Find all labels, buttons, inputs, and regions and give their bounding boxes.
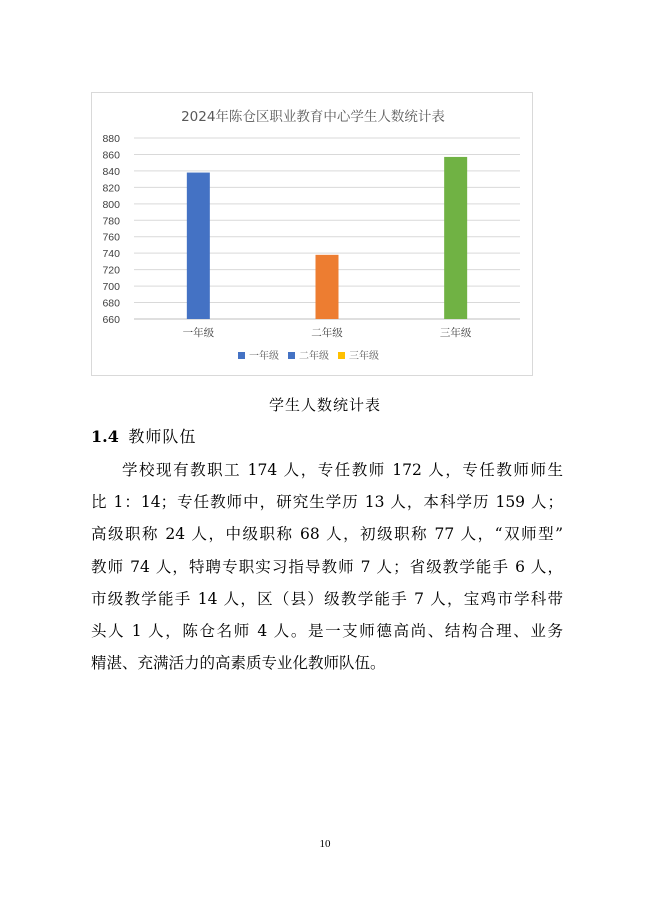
section-number: 1.4 <box>91 427 119 446</box>
x-tick-label: 二年级 <box>311 327 343 339</box>
y-tick-label: 660 <box>102 314 120 326</box>
section-heading <box>91 424 196 447</box>
bar <box>187 173 210 319</box>
bar-chart <box>92 93 534 377</box>
y-tick-label: 700 <box>102 281 120 294</box>
y-tick-label: 760 <box>102 231 120 244</box>
y-tick-label: 740 <box>102 248 120 261</box>
paragraph-line: 教师 74 人，特聘专职实习指导教师 7 人；省级教学能手 6 人， <box>91 557 563 576</box>
legend-label: 二年级 <box>299 351 329 362</box>
bar <box>444 157 467 319</box>
y-tick-label: 800 <box>102 198 120 211</box>
y-tick-label: 860 <box>102 149 120 162</box>
chart-title: 2024年陈仓区职业教育中心学生人数统计表 <box>181 109 445 125</box>
legend-swatch <box>338 352 345 359</box>
y-tick-label: 720 <box>102 264 120 277</box>
x-tick-label: 三年级 <box>439 327 472 339</box>
y-tick-label: 840 <box>102 165 120 178</box>
section-title: 教师队伍 <box>128 427 197 446</box>
legend-label: 一年级 <box>249 351 279 362</box>
y-tick-label: 820 <box>102 182 120 195</box>
y-tick-label: 780 <box>102 215 120 228</box>
legend-swatch <box>238 352 245 359</box>
figure-caption: 学生人数统计表 <box>268 396 381 414</box>
body-paragraph <box>91 454 563 679</box>
paragraph-line: 高级职称 24 人，中级职称 68 人，初级职称 77 人，“双师型” <box>91 525 563 544</box>
x-tick-label: 一年级 <box>182 327 215 339</box>
chart-container <box>91 92 533 376</box>
legend-label: 三年级 <box>349 351 379 362</box>
paragraph-line: 头人 1 人，陈仓名师 4 人。是一支师德高尚、结构合理、业务 <box>91 622 563 641</box>
paragraph-line: 市级教学能手 14 人，区（县）级教学能手 7 人，宝鸡市学科带 <box>91 589 563 608</box>
y-tick-label: 880 <box>102 133 120 145</box>
paragraph-line: 精湛、充满活力的高素质专业化教师队伍。 <box>91 654 386 673</box>
paragraph-line: 学校现有教职工 174 人，专任教师 172 人，专任教师师生 <box>122 461 563 479</box>
legend-swatch <box>288 352 295 359</box>
paragraph-line: 比 1：14；专任教师中，研究生学历 13 人，本科学历 159 人； <box>91 493 563 512</box>
page-number: 10 <box>319 838 331 850</box>
bar <box>316 255 339 319</box>
y-tick-label: 680 <box>102 297 120 310</box>
